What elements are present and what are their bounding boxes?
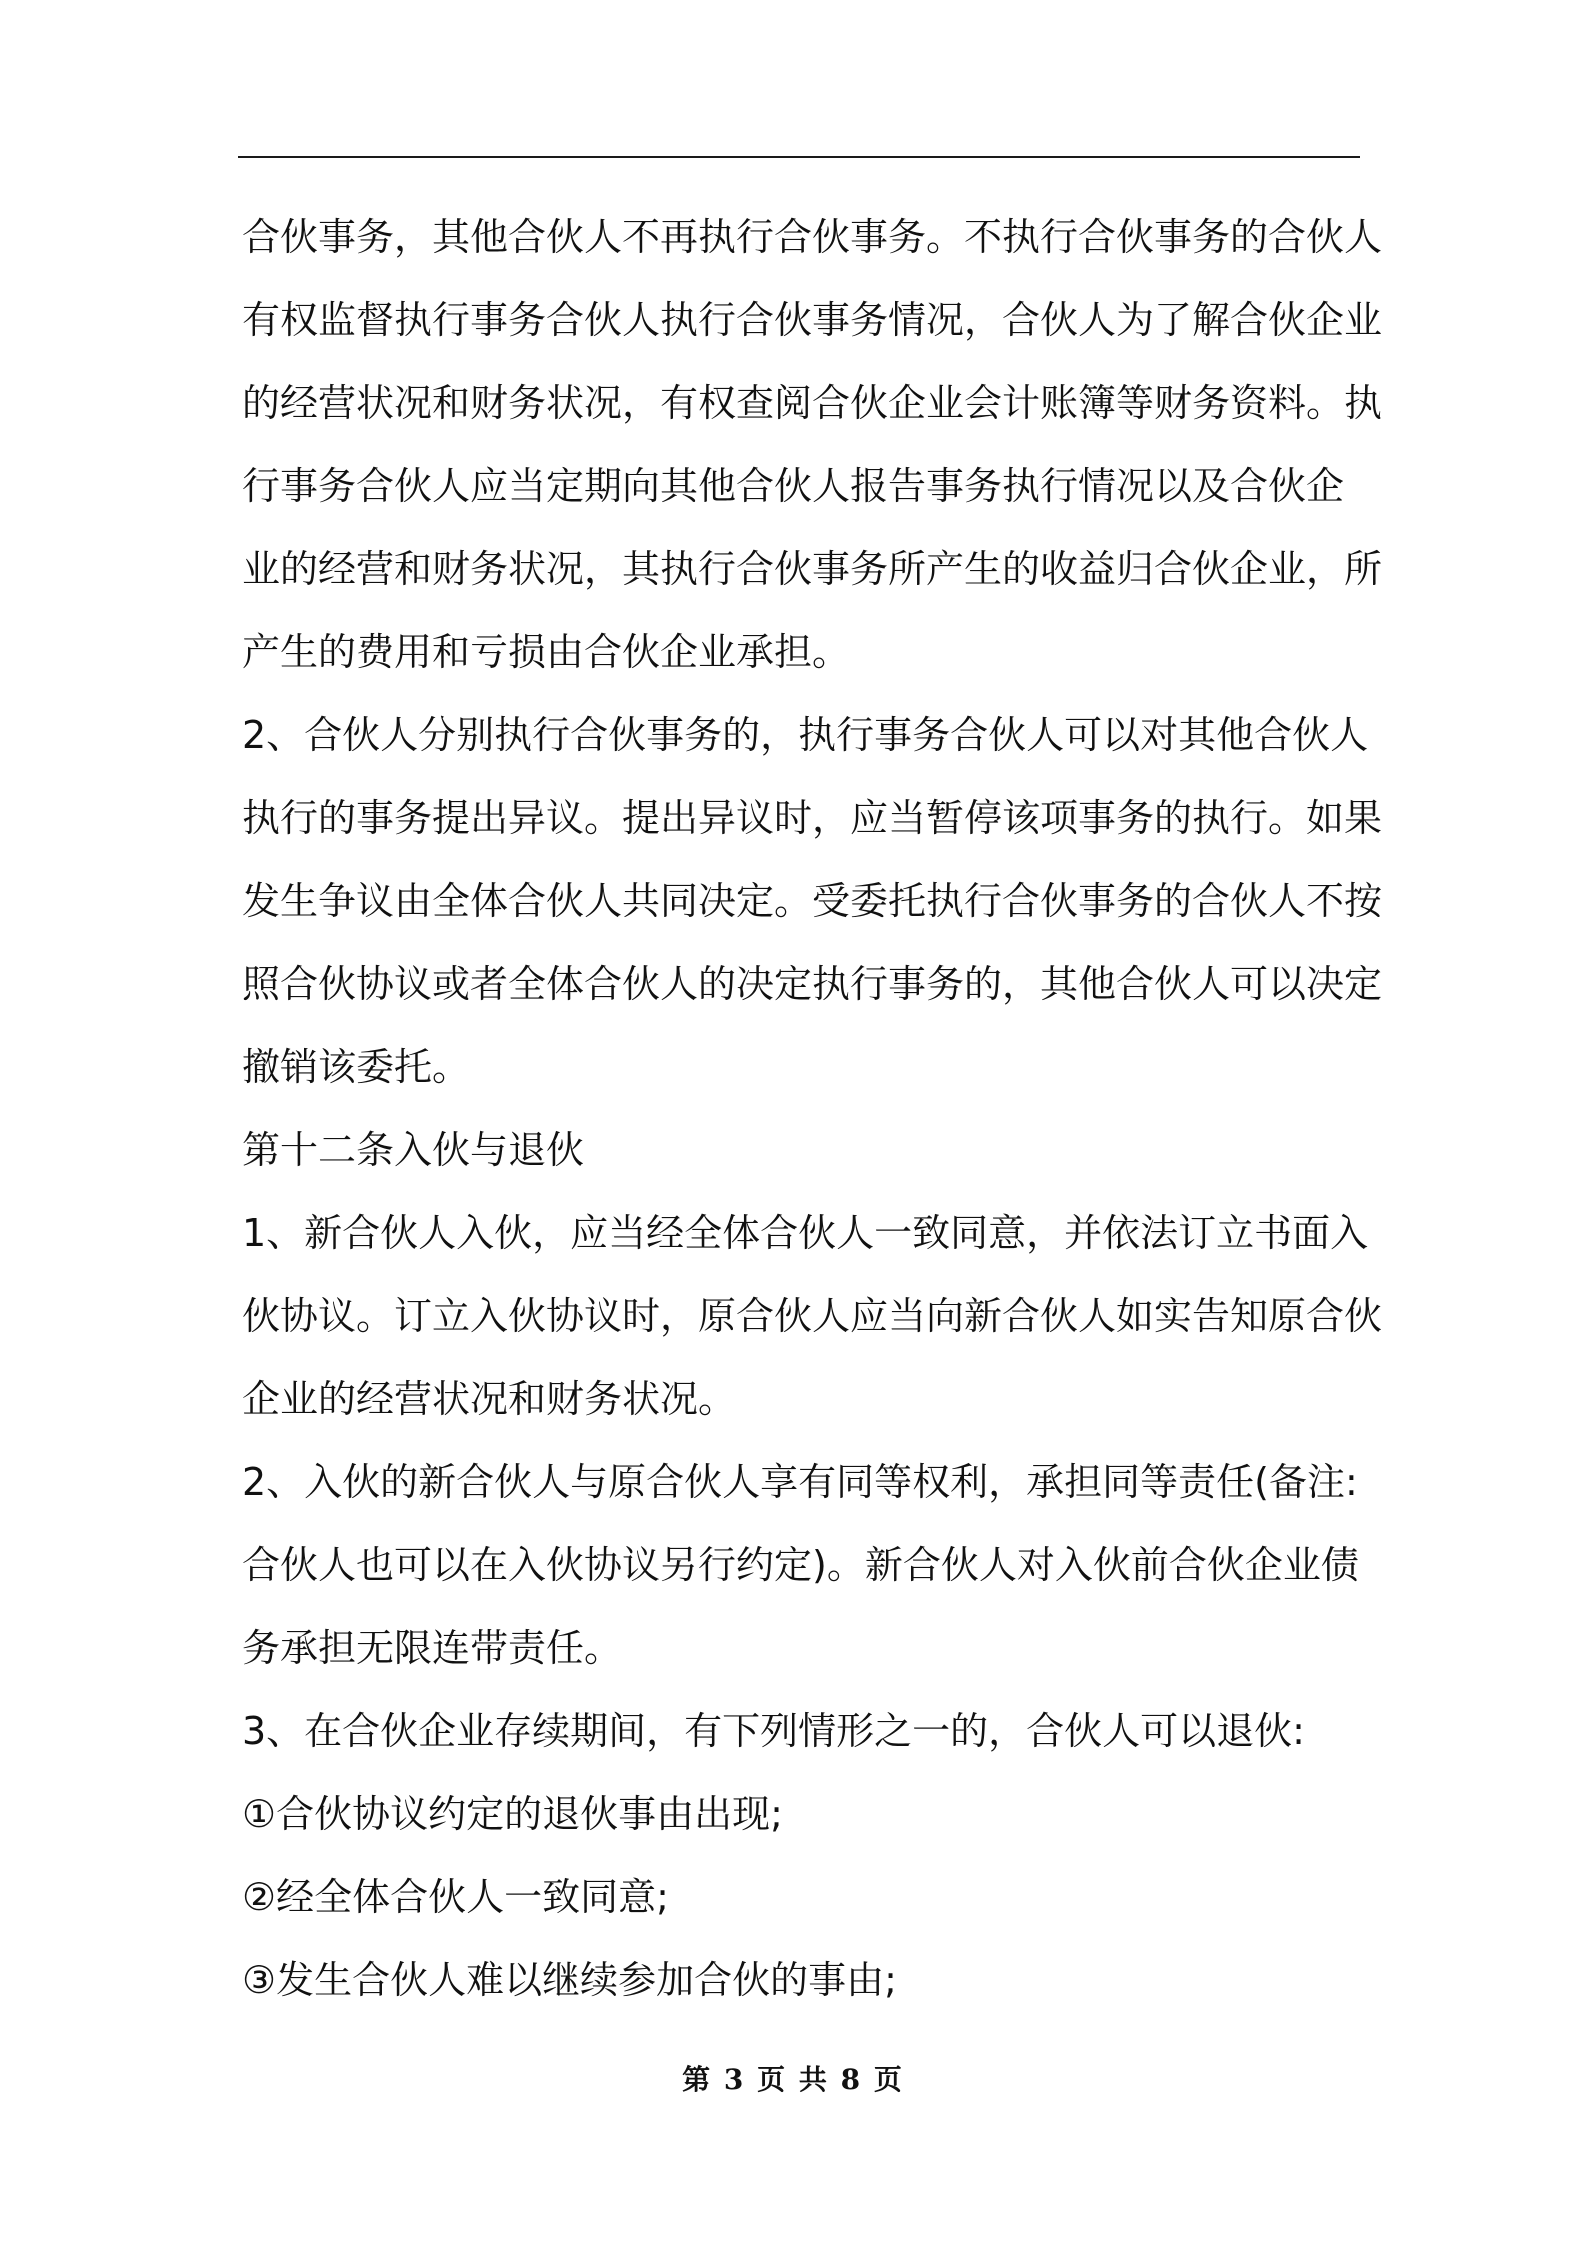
text-line: 发生争议由全体合伙人共同决定。受委托执行合伙事务的合伙人不按 bbox=[242, 879, 1383, 923]
list-item: ①合伙协议约定的退伙事由出现; bbox=[242, 1792, 783, 1836]
list-item: ②经全体合伙人一致同意; bbox=[242, 1875, 669, 1919]
text-line: 2、合伙人分别执行合伙事务的，执行事务合伙人可以对其他合伙人 bbox=[242, 713, 1369, 757]
section-heading: 第十二条入伙与退伙 bbox=[242, 1128, 585, 1172]
text-line: 照合伙协议或者全体合伙人的决定执行事务的，其他合伙人可以决定 bbox=[242, 962, 1383, 1006]
text-line: 合伙事务，其他合伙人不再执行合伙事务。不执行合伙事务的合伙人 bbox=[242, 215, 1383, 259]
text-line: 行事务合伙人应当定期向其他合伙人报告事务执行情况以及合伙企 bbox=[242, 464, 1345, 508]
text-line: 执行的事务提出异议。提出异议时，应当暂停该项事务的执行。如果 bbox=[242, 796, 1383, 840]
text-line: 有权监督执行事务合伙人执行合伙事务情况，合伙人为了解合伙企业 bbox=[242, 298, 1383, 342]
text-line: 的经营状况和财务状况，有权查阅合伙企业会计账簿等财务资料。执 bbox=[242, 381, 1383, 425]
text-line: 合伙人也可以在入伙协议另行约定)。新合伙人对入伙前合伙企业债 bbox=[242, 1543, 1359, 1587]
text-line: 业的经营和财务状况，其执行合伙事务所产生的收益归合伙企业，所 bbox=[242, 547, 1383, 591]
text-line: 3、在合伙企业存续期间，有下列情形之一的，合伙人可以退伙: bbox=[242, 1709, 1305, 1753]
text-line: 1、新合伙人入伙，应当经全体合伙人一致同意，并依法订立书面入 bbox=[242, 1211, 1369, 1255]
text-line: 撤销该委托。 bbox=[242, 1045, 471, 1089]
text-line: 企业的经营状况和财务状况。 bbox=[242, 1377, 737, 1421]
text-line: 产生的费用和亏损由合伙企业承担。 bbox=[242, 630, 851, 674]
page-number-footer: 第 3 页 共 8 页 bbox=[682, 2063, 904, 2096]
list-item: ③发生合伙人难以继续参加合伙的事由; bbox=[242, 1958, 897, 2002]
document-body bbox=[242, 196, 1383, 2022]
text-line: 2、入伙的新合伙人与原合伙人享有同等权利，承担同等责任(备注: bbox=[242, 1460, 1358, 1504]
header-rule bbox=[238, 156, 1360, 158]
text-line: 务承担无限连带责任。 bbox=[242, 1626, 623, 1670]
text-line: 伙协议。订立入伙协议时，原合伙人应当向新合伙人如实告知原合伙 bbox=[242, 1294, 1383, 1338]
